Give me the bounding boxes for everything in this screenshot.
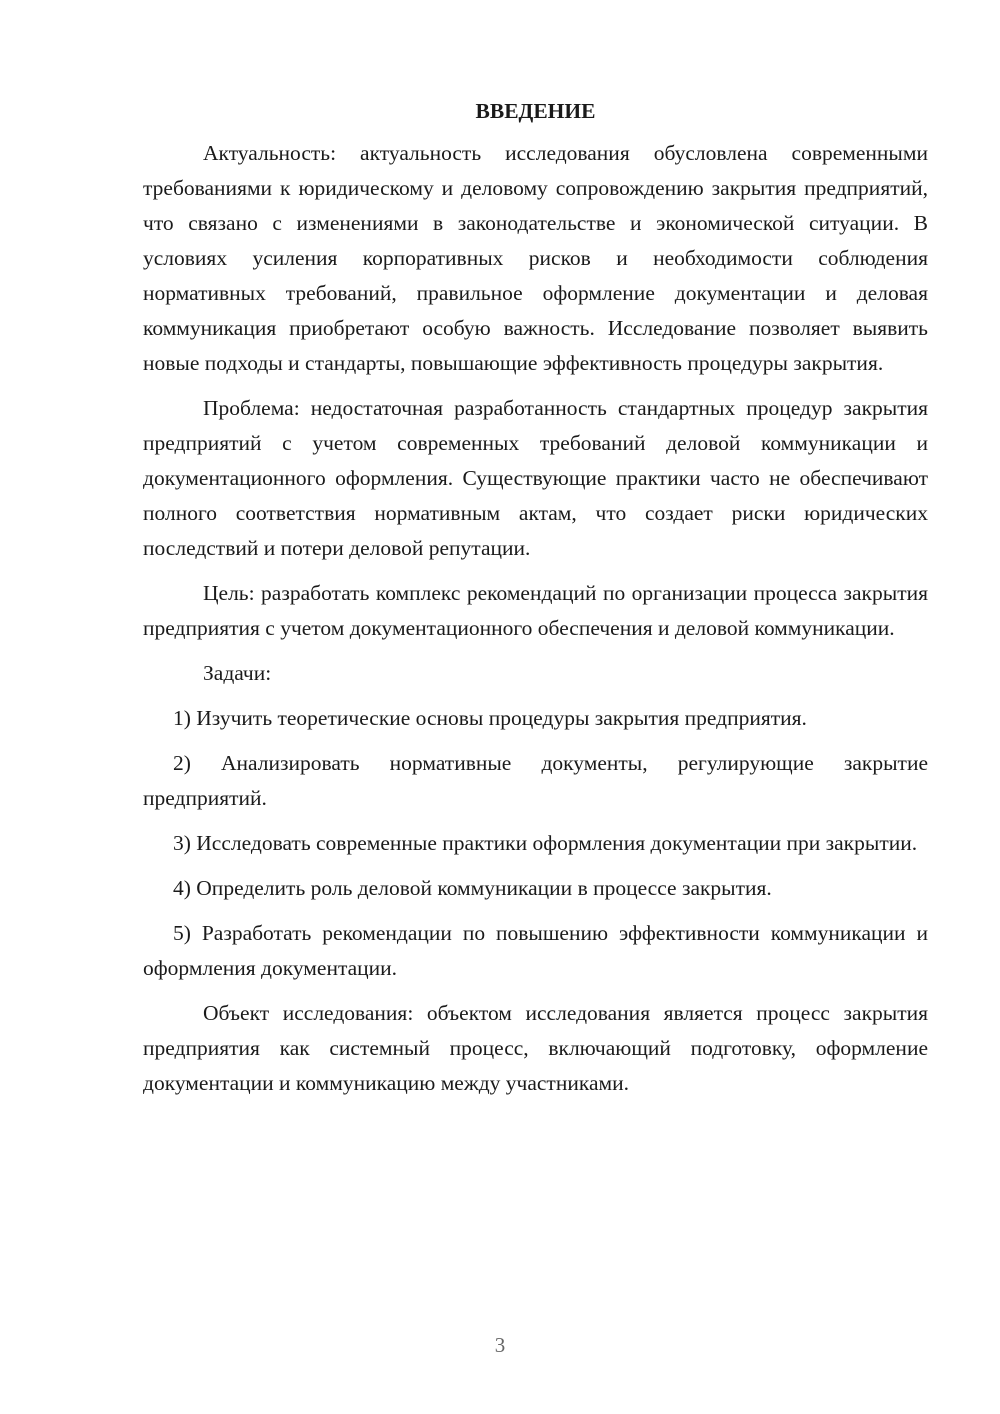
- task-item-1: 1) Изучить теоретические основы процедуры закрытия предприятия.: [173, 706, 807, 730]
- relevance-paragraph: Актуальность: актуальность исследования обусловлена современными требованиями к юридическому и деловому сопровождению закрытия предприятий, что связано с изменениями в законодательстве и экономической ситуации. В условиях усиления корпоративных рисков и необходимости соблюдения нормативных требований, правильное оформление документации и деловая коммуникация приобретают особую важность. Исследование позволяет выявить новые подходы и стандарты, повышающие эффективность процедуры закрытия.: [143, 141, 928, 375]
- task-item-4: 4) Определить роль деловой коммуникации в процессе закрытия.: [173, 876, 772, 900]
- object-paragraph: Объект исследования: объектом исследования является процесс закрытия предприятия как системный процесс, включающий подготовку, оформление документации и коммуникацию между участниками.: [143, 1001, 928, 1095]
- problem-paragraph: Проблема: недостаточная разработанность стандартных процедур закрытия предприятий с учетом современных требований деловой коммуникации и документационного оформления. Существующие практики часто не обеспечивают полного соответствия нормативным актам, что создает риски юридических последствий и потери деловой репутации.: [143, 396, 928, 560]
- task-item-3: 3) Исследовать современные практики оформления документации при закрытии.: [173, 831, 918, 855]
- page-number: 3: [494, 1333, 506, 1357]
- task-item-5: 5) Разработать рекомендации по повышению эффективности коммуникации и оформления документации.: [143, 921, 928, 980]
- goal-paragraph: Цель: разработать комплекс рекомендаций по организации процесса закрытия предприятия с учетом документационного обеспечения и деловой коммуникации.: [143, 581, 928, 640]
- tasks-heading: Задачи:: [203, 661, 272, 685]
- page-title: ВВЕДЕНИЕ: [475, 99, 596, 123]
- document-page: [143, 96, 928, 1101]
- task-item-2: 2) Анализировать нормативные документы, регулирующие закрытие предприятий.: [143, 751, 928, 810]
